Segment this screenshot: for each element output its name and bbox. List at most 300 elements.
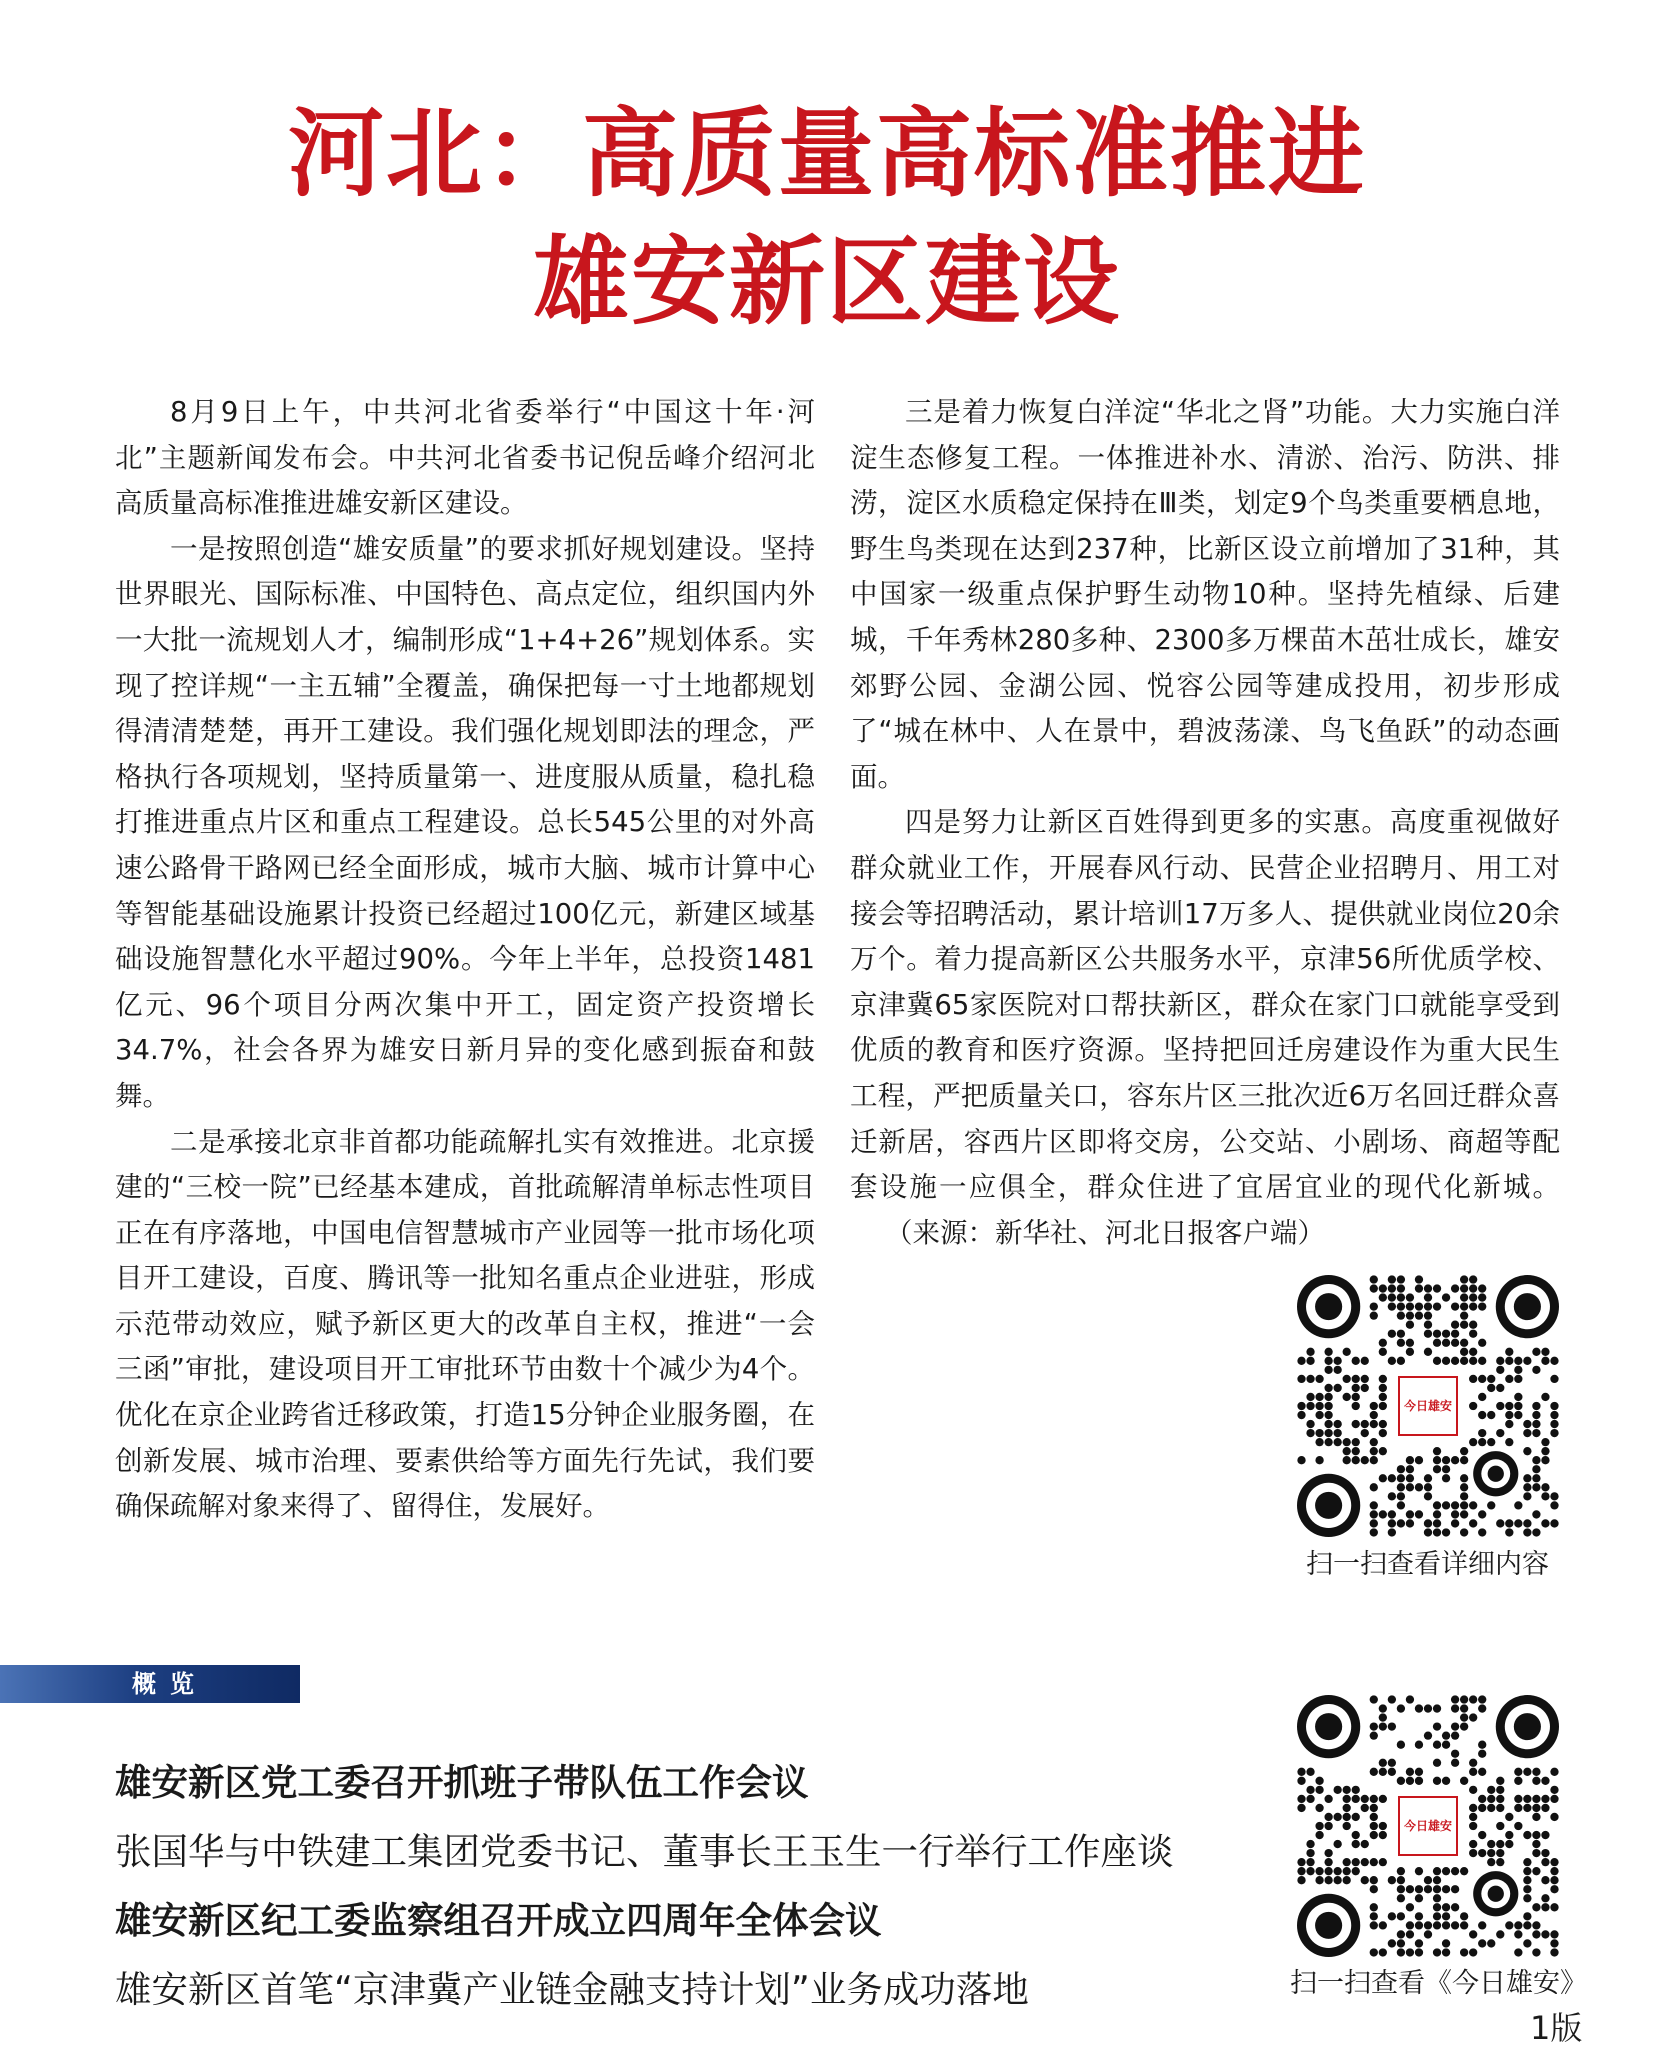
qr-module (1297, 1402, 1305, 1410)
qr-module (1370, 1411, 1378, 1419)
qr-module (1487, 1840, 1495, 1848)
qr-module (1415, 1912, 1423, 1920)
qr-module (1397, 1704, 1405, 1712)
qr-module (1388, 1695, 1396, 1703)
qr-module (1370, 1822, 1378, 1830)
qr-module (1451, 1867, 1459, 1875)
qr-module (1550, 1786, 1558, 1794)
qr-module (1505, 1921, 1513, 1929)
qr-module (1397, 1519, 1405, 1527)
qr-module (1361, 1795, 1369, 1803)
qr-module (1424, 1302, 1432, 1310)
qr-module (1541, 1492, 1549, 1500)
qr-module (1397, 1912, 1405, 1920)
headline (0, 90, 1654, 346)
qr-module (1523, 1858, 1531, 1866)
qr-module (1415, 1302, 1423, 1310)
qr-module (1487, 1786, 1495, 1794)
qr-module (1379, 1704, 1387, 1712)
qr-module (1343, 1822, 1351, 1830)
qr-module (1324, 1429, 1332, 1437)
qr-module (1343, 1393, 1351, 1401)
qr-module (1550, 1813, 1558, 1821)
qr-module (1550, 1858, 1558, 1866)
qr-module (1514, 1357, 1522, 1365)
qr-module (1433, 1456, 1441, 1464)
article-paragraph: 二是承接北京非首都功能疏解扎实有效推进。北京援建的“三校一院”已经基本建成，首批疏解清单标志性项目正在有序落地，中国电信智慧城市产业园等一批市场化项目开工建设，百度、腾讯等一批知名重点企业进驻，形成示范带动效应，赋予新区更大的改革自主权，推进“一会三函”审批，建设项目开工审批环节由数十个减少为4个。优化在京企业跨省迁移政策，打造15分钟企业服务圈，在创新发展、城市治理、要素供给等方面先行先试，我们要确保疏解对象来得了、留得住，发展好。 (115, 1125, 815, 1523)
qr-module (1532, 1867, 1540, 1875)
qr-module (1460, 1948, 1468, 1956)
qr-module (1523, 1528, 1531, 1536)
qr-module (1433, 1447, 1441, 1455)
qr-module (1478, 1704, 1486, 1712)
qr-module (1315, 1876, 1323, 1884)
qr-module (1523, 1447, 1531, 1455)
qr-module (1469, 1357, 1477, 1365)
qr-module (1406, 1456, 1414, 1464)
qr-code-newspaper[interactable] (1297, 1695, 1559, 1957)
qr-module (1379, 1795, 1387, 1803)
qr-module (1352, 1447, 1360, 1455)
qr-module (1442, 1293, 1450, 1301)
qr-module (1406, 1885, 1414, 1893)
qr-module (1397, 1483, 1405, 1491)
qr-module (1433, 1876, 1441, 1884)
qr-module (1496, 1822, 1504, 1830)
qr-module (1324, 1849, 1332, 1857)
qr-module (1324, 1867, 1332, 1875)
qr-module (1469, 1930, 1477, 1938)
qr-module (1550, 1903, 1558, 1911)
qr-module (1424, 1930, 1432, 1938)
qr-module (1532, 1831, 1540, 1839)
qr-module (1415, 1894, 1423, 1902)
qr-module (1315, 1393, 1323, 1401)
qr-module (1541, 1777, 1549, 1785)
qr-module (1505, 1438, 1513, 1446)
qr-module (1496, 1930, 1504, 1938)
qr-module (1333, 1429, 1341, 1437)
qr-module (1379, 1393, 1387, 1401)
qr-module (1451, 1330, 1459, 1338)
overview-section-bar (0, 1665, 300, 1703)
qr-module (1442, 1330, 1450, 1338)
qr-module (1315, 1375, 1323, 1383)
qr-module (1315, 1831, 1323, 1839)
qr-module (1478, 1768, 1486, 1776)
article-paragraph: 8月9日上午，中共河北省委举行“中国这十年·河北”主题新闻发布会。中共河北省委书记倪岳峰介绍河北高质量高标准推进雄安新区建设。 (115, 396, 815, 520)
qr-module (1460, 1474, 1468, 1482)
qr-module (1442, 1731, 1450, 1739)
qr-module (1550, 1420, 1558, 1428)
qr-module (1532, 1903, 1540, 1911)
overview-news-list (115, 1748, 1265, 2024)
qr-module (1415, 1456, 1423, 1464)
qr-module (1297, 1876, 1305, 1884)
qr-module (1324, 1411, 1332, 1419)
qr-module (1324, 1420, 1332, 1428)
qr-module (1315, 1411, 1323, 1419)
qr-module (1451, 1510, 1459, 1518)
qr-module (1415, 1483, 1423, 1491)
qr-module (1397, 1275, 1405, 1283)
qr-module (1523, 1420, 1531, 1428)
qr-module (1550, 1768, 1558, 1776)
qr-module (1306, 1840, 1314, 1848)
qr-module (1324, 1876, 1332, 1884)
qr-module (1541, 1357, 1549, 1365)
qr-module (1343, 1876, 1351, 1884)
qr-module (1333, 1420, 1341, 1428)
qr-module (1541, 1348, 1549, 1356)
qr-module (1550, 1867, 1558, 1875)
qr-module (1397, 1492, 1405, 1500)
qr-module (1352, 1438, 1360, 1446)
qr-module (1532, 1768, 1540, 1776)
qr-module (1478, 1939, 1486, 1947)
qr-module (1397, 1501, 1405, 1509)
qr-code-details[interactable] (1297, 1275, 1559, 1537)
qr-module (1532, 1528, 1540, 1536)
qr-module (1460, 1339, 1468, 1347)
qr-module (1433, 1759, 1441, 1767)
qr-module (1541, 1876, 1549, 1884)
qr-module (1406, 1510, 1414, 1518)
qr-module (1397, 1885, 1405, 1893)
qr-module (1532, 1813, 1540, 1821)
qr-module (1469, 1330, 1477, 1338)
qr-module (1451, 1519, 1459, 1527)
qr-module (1424, 1885, 1432, 1893)
qr-module (1487, 1438, 1495, 1446)
qr-module (1379, 1858, 1387, 1866)
qr-module (1460, 1912, 1468, 1920)
qr-module (1388, 1519, 1396, 1527)
qr-module (1514, 1375, 1522, 1383)
article-paragraph-text: 四是努力让新区百姓得到更多的实惠。高度重视做好群众就业工作，开展春风行动、民营企业招聘月、用工对接会等招聘活动，累计培训17万多人、提供就业岗位20余万个。着力提高新区公共服务水平，京津56所优质学校、京津冀65家医院对口帮扶新区，群众在家门口就能享受到优质的教育和医疗资源。坚持把回迁房建设作为重大民生工程，严把质量关口，容东片区三批次近6万名回迁群众喜迁新居，容西片区即将交房，公交站、小剧场、商超等配套设施一应俱全，群众住进了宜居宜业的现代化新城。 (850, 806, 1560, 1204)
qr-module (1451, 1302, 1459, 1310)
qr-module (1333, 1867, 1341, 1875)
qr-module (1532, 1402, 1540, 1410)
qr-module (1460, 1713, 1468, 1721)
qr-module (1370, 1876, 1378, 1884)
qr-module (1523, 1519, 1531, 1527)
qr-module (1523, 1912, 1531, 1920)
qr-module (1451, 1885, 1459, 1893)
qr-module (1550, 1402, 1558, 1410)
article-left-column (115, 390, 815, 1530)
qr-module (1424, 1519, 1432, 1527)
qr-module (1306, 1420, 1314, 1428)
qr-module (1424, 1492, 1432, 1500)
qr-module (1406, 1921, 1414, 1929)
qr-module (1415, 1275, 1423, 1283)
qr-module (1442, 1777, 1450, 1785)
headline-line-2: 雄安新区建设 (533, 225, 1121, 338)
qr-module (1496, 1519, 1504, 1527)
qr-module (1532, 1348, 1540, 1356)
qr-module (1406, 1293, 1414, 1301)
qr-module (1343, 1456, 1351, 1464)
qr-module (1469, 1375, 1477, 1383)
qr-module (1333, 1357, 1341, 1365)
qr-module (1487, 1849, 1495, 1857)
qr-module (1451, 1731, 1459, 1739)
qr-module (1460, 1357, 1468, 1365)
qr-module (1388, 1876, 1396, 1884)
qr-module (1415, 1867, 1423, 1875)
qr-module (1370, 1722, 1378, 1730)
qr-module (1496, 1429, 1504, 1437)
qr-module (1424, 1921, 1432, 1929)
qr-module (1370, 1903, 1378, 1911)
qr-module (1514, 1948, 1522, 1956)
qr-module (1523, 1876, 1531, 1884)
qr-module (1487, 1858, 1495, 1866)
qr-module (1315, 1438, 1323, 1446)
qr-module (1388, 1357, 1396, 1365)
qr-module (1469, 1804, 1477, 1812)
qr-module (1469, 1519, 1477, 1527)
qr-module (1370, 1948, 1378, 1956)
qr-module (1550, 1885, 1558, 1893)
news-item[interactable]: 雄安新区首笔“京津冀产业链金融支持计划”业务成功落地 (115, 1968, 1029, 2011)
qr-module (1379, 1759, 1387, 1767)
qr-module (1379, 1375, 1387, 1383)
headline-line-1: 河北：高质量高标准推进 (288, 97, 1366, 210)
qr-module (1550, 1501, 1558, 1509)
qr-module (1324, 1858, 1332, 1866)
qr-module (1352, 1858, 1360, 1866)
qr-module (1514, 1768, 1522, 1776)
qr-module (1541, 1930, 1549, 1938)
news-item[interactable]: 雄安新区党工委召开抓班子带队伍工作会议 (115, 1761, 809, 1804)
qr-module (1451, 1339, 1459, 1347)
qr-module (1333, 1813, 1341, 1821)
qr-module (1361, 1429, 1369, 1437)
qr-module (1379, 1822, 1387, 1830)
qr-module (1352, 1786, 1360, 1794)
qr-module (1451, 1759, 1459, 1767)
qr-module (1523, 1492, 1531, 1500)
qr-module (1306, 1867, 1314, 1875)
qr-finder-mark (1514, 1713, 1541, 1740)
qr-module (1469, 1501, 1477, 1509)
qr-module (1352, 1867, 1360, 1875)
qr-module (1532, 1777, 1540, 1785)
qr-module (1397, 1867, 1405, 1875)
qr-module (1442, 1921, 1450, 1929)
qr-module (1523, 1795, 1531, 1803)
qr-module (1541, 1858, 1549, 1866)
qr-module (1460, 1492, 1468, 1500)
qr-module (1460, 1275, 1468, 1283)
qr-module (1343, 1867, 1351, 1875)
qr-module (1352, 1402, 1360, 1410)
article-paragraph: 一是按照创造“雄安质量”的要求抓好规划建设。坚持世界眼光、国际标准、中国特色、高点定位，组织国内外一大批一流规划人才，编制形成“1+4+26”规划体系。实现了控详规“一主五辅”全覆盖，确保把每一寸土地都规划得清清楚楚，再开工建设。我们强化规划即法的理念，严格执行各项规划，坚持质量第一、进度服从质量，稳扎稳打推进重点片区和重点工程建设。总长545公里的对外高速公路骨干路网已经全面形成，城市大脑、城市计算中心等智能基础设施累计投资已经超过100亿元，新建区域基础设施智慧化水平超过90%。今年上半年，总投资1481亿元、96个项目分两次集中开工，固定资产投资增长34.7%，社会各界为雄安日新月异的变化感到振奋和鼓舞。 (115, 532, 815, 1112)
qr-module (1469, 1786, 1477, 1794)
qr-module (1433, 1741, 1441, 1749)
qr-module (1487, 1411, 1495, 1419)
qr-module (1460, 1483, 1468, 1491)
qr-module (1352, 1384, 1360, 1392)
qr-module (1379, 1722, 1387, 1730)
qr-module (1415, 1939, 1423, 1947)
qr-module (1460, 1867, 1468, 1875)
qr-module (1478, 1339, 1486, 1347)
qr-module (1379, 1921, 1387, 1929)
qr-module (1315, 1822, 1323, 1830)
qr-module (1361, 1876, 1369, 1884)
qr-module (1388, 1528, 1396, 1536)
qr-module (1505, 1375, 1513, 1383)
qr-module (1397, 1330, 1405, 1338)
qr-module (1541, 1894, 1549, 1902)
qr-module (1424, 1348, 1432, 1356)
qr-module (1333, 1876, 1341, 1884)
qr-module (1379, 1510, 1387, 1518)
qr-module (1478, 1375, 1486, 1383)
qr-module (1541, 1804, 1549, 1812)
qr-module (1406, 1465, 1414, 1473)
qr-module (1460, 1321, 1468, 1329)
qr-module (1514, 1519, 1522, 1527)
qr-module (1379, 1831, 1387, 1839)
qr-module (1324, 1822, 1332, 1830)
qr-module (1306, 1402, 1314, 1410)
qr-finder-mark (1315, 1293, 1342, 1320)
article-right-column (850, 390, 1560, 1256)
qr-module (1523, 1483, 1531, 1491)
qr-module (1514, 1921, 1522, 1929)
qr-module (1487, 1375, 1495, 1383)
qr-module (1496, 1777, 1504, 1785)
qr-module (1442, 1939, 1450, 1947)
qr-module (1469, 1759, 1477, 1767)
qr-module (1460, 1695, 1468, 1703)
qr-module (1469, 1813, 1477, 1821)
qr-module (1370, 1695, 1378, 1703)
qr-module (1324, 1393, 1332, 1401)
qr-module (1433, 1894, 1441, 1902)
qr-logo-text: 今日雄安 (1398, 1376, 1458, 1436)
qr-module (1460, 1447, 1468, 1455)
qr-module (1315, 1786, 1323, 1794)
qr-module (1424, 1330, 1432, 1338)
qr-module (1550, 1939, 1558, 1947)
qr-module (1324, 1348, 1332, 1356)
qr-module (1388, 1939, 1396, 1947)
qr-module (1406, 1695, 1414, 1703)
qr-module (1514, 1795, 1522, 1803)
qr-module (1333, 1384, 1341, 1392)
qr-module (1397, 1465, 1405, 1473)
qr-module (1460, 1302, 1468, 1310)
qr-module (1523, 1429, 1531, 1437)
qr-logo (1395, 1793, 1461, 1859)
qr-module (1406, 1339, 1414, 1347)
qr-module (1424, 1483, 1432, 1491)
qr-module (1442, 1528, 1450, 1536)
qr-module (1514, 1366, 1522, 1374)
qr-module (1397, 1939, 1405, 1947)
qr-module (1370, 1402, 1378, 1410)
qr-module (1469, 1768, 1477, 1776)
qr-module (1315, 1867, 1323, 1875)
qr-module (1352, 1840, 1360, 1848)
qr-module (1397, 1339, 1405, 1347)
qr-module (1433, 1510, 1441, 1518)
qr-module (1433, 1528, 1441, 1536)
qr-module (1379, 1948, 1387, 1956)
qr-module (1370, 1510, 1378, 1518)
qr-module (1343, 1786, 1351, 1794)
qr-module (1379, 1293, 1387, 1301)
news-item[interactable]: 张国华与中铁建工集团党委书记、董事长王玉生一行举行工作座谈 (115, 1830, 1174, 1873)
qr-module (1415, 1768, 1423, 1776)
qr-module (1505, 1813, 1513, 1821)
qr-module (1541, 1849, 1549, 1857)
qr-module (1397, 1777, 1405, 1785)
qr-module (1370, 1768, 1378, 1776)
qr-module (1496, 1402, 1504, 1410)
qr-module (1460, 1456, 1468, 1464)
qr-module (1352, 1393, 1360, 1401)
qr-module (1451, 1921, 1459, 1929)
qr-module (1424, 1293, 1432, 1301)
qr-module (1333, 1438, 1341, 1446)
qr-module (1451, 1357, 1459, 1365)
qr-module (1442, 1948, 1450, 1956)
qr-module (1478, 1795, 1486, 1803)
qr-module (1424, 1528, 1432, 1536)
qr-module (1541, 1519, 1549, 1527)
qr-module (1306, 1795, 1314, 1803)
qr-module (1469, 1438, 1477, 1446)
qr-module (1379, 1474, 1387, 1482)
qr-module (1523, 1894, 1531, 1902)
qr-module (1523, 1804, 1531, 1812)
qr-module (1451, 1750, 1459, 1758)
qr-module (1460, 1293, 1468, 1301)
qr-module (1451, 1284, 1459, 1292)
qr-module (1478, 1393, 1486, 1401)
qr-module (1370, 1420, 1378, 1428)
qr-module (1397, 1948, 1405, 1956)
qr-module (1297, 1456, 1305, 1464)
qr-module (1370, 1528, 1378, 1536)
qr-module (1505, 1519, 1513, 1527)
qr-module (1352, 1420, 1360, 1428)
qr-module (1343, 1375, 1351, 1383)
qr-module (1370, 1302, 1378, 1310)
qr-module (1433, 1302, 1441, 1310)
qr-module (1451, 1704, 1459, 1712)
news-item[interactable]: 雄安新区纪工委监察组召开成立四周年全体会议 (115, 1899, 882, 1942)
qr-module (1442, 1867, 1450, 1875)
qr-module (1406, 1311, 1414, 1319)
qr-module (1415, 1284, 1423, 1292)
qr-module (1442, 1501, 1450, 1509)
qr-module (1469, 1321, 1477, 1329)
qr-module (1487, 1501, 1495, 1509)
article-source-text: （来源：新华社、河北日报客户端） (884, 1216, 1325, 1249)
qr-module (1379, 1402, 1387, 1410)
qr-module (1388, 1912, 1396, 1920)
qr-module (1297, 1858, 1305, 1866)
qr-module (1514, 1804, 1522, 1812)
qr-module (1541, 1447, 1549, 1455)
